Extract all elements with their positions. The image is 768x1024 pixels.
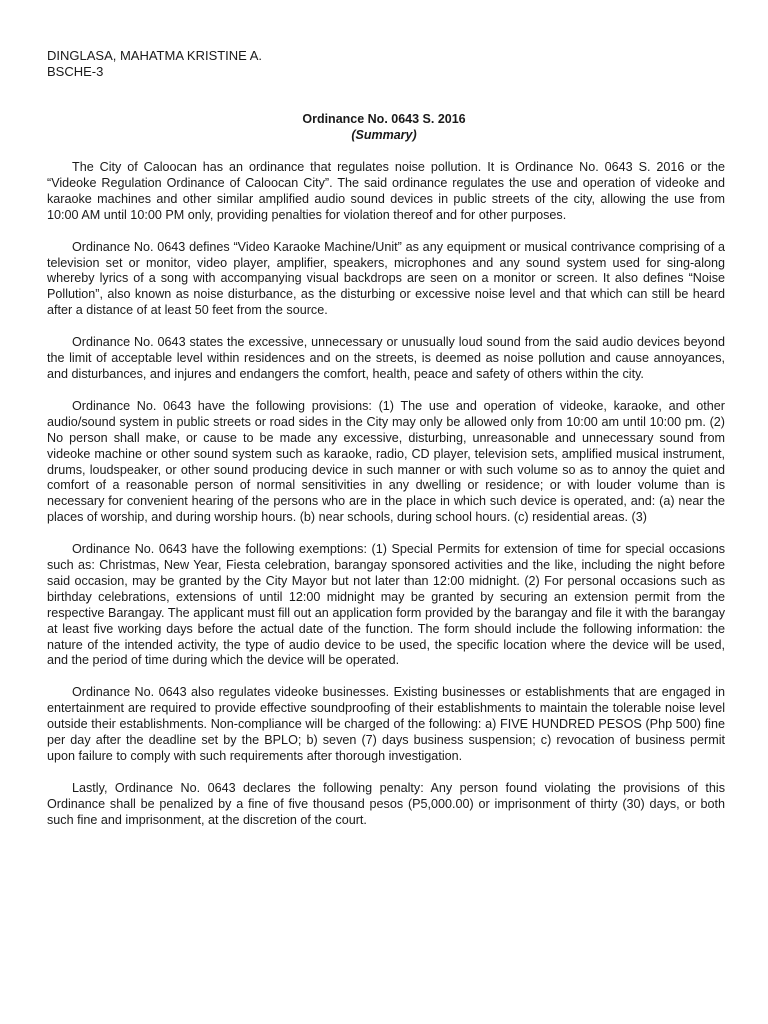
author-name: DINGLASA, MAHATMA KRISTINE A. bbox=[47, 48, 263, 63]
paragraph-intro: The City of Caloocan has an ordinance that regulates noise pollution. It is Ordinance No. 0643 S. 2016 or the “Videoke Regulation Ordinance of Caloocan City”. The said ordinance regulates the use and operation of videoke and karaoke machines and other similar amplified audio sound devices in public streets of the city, allowing the use from 10:00 AM until 10:00 PM only, providing penalties for violation thereof and for other purposes. bbox=[47, 160, 725, 222]
paragraph-provisions: Ordinance No. 0643 have the following provisions: (1) The use and operation of videoke, karaoke, and other audio/sound system in public streets or road sides in the City may only be allowed only from 10:00 am until 10:00 pm. (2) No person shall make, or cause to be made any excessive, disturbing, unreasonable and unnecessary sound from videoke machine or other sound system such as karaoke, radio, CD player, television sets, amplified musical instrument, drums, loudspeaker, or other sound producing device in such manner or with such volume so as to annoy the quiet and comfort of a reasonable person of normal sensitivities in any dwelling or residence; or with louder volume than is necessary for convenient hearing of the persons who are in the place in which such device is operated, and: (a) near the places of worship, and during worship hours. (b) near schools, during school hours. (c) residential areas. (3) bbox=[47, 398, 725, 525]
document-subtitle: (Summary) bbox=[351, 128, 417, 142]
paragraph-noise-pollution: Ordinance No. 0643 states the excessive, unnecessary or unusually loud sound from the said audio devices beyond the limit of acceptable level within residences and on the streets, is deemed as noise pollution and cause annoyances, and disturbances, and injures and endangers the comfort, health, peace and safety of others within the city. bbox=[47, 335, 725, 381]
paragraph-businesses: Ordinance No. 0643 also regulates videoke businesses. Existing businesses or establishments that are engaged in entertainment are required to provide effective soundproofing of their establishments to maintain the tolerable noise level outside their establishments. Non-compliance will be charged of the following: a) FIVE HUNDRED PESOS (Php 500) fine per day after the deadline set by the BPLO; b) seven (7) days business suspension; c) revocation of business permit upon failure to comply with such requirements after thorough investigation. bbox=[47, 685, 725, 763]
document-title-block bbox=[0, 111, 768, 143]
paragraph-definitions: Ordinance No. 0643 defines “Video Karaoke Machine/Unit” as any equipment or musical contrivance comprising of a television set or monitor, video player, amplifier, speakers, microphones and any sound system used for sing-along whereby lyrics of a song with accompanying visual backdrops are seen on a monitor or screen. It also defines “Noise Pollution”, also known as noise disturbance, as the disturbing or excessive noise level and that which can still be heard after a distance of at least 50 feet from the source. bbox=[47, 239, 725, 318]
paragraph-penalty: Lastly, Ordinance No. 0643 declares the following penalty: Any person found violating the provisions of this Ordinance shall be penalized by a fine of five thousand pesos (P5,000.00) or imprisonment of thirty (30) days, or both such fine and imprisonment, at the discretion of the court. bbox=[47, 780, 725, 827]
document-body bbox=[47, 160, 725, 845]
author-header bbox=[47, 48, 262, 80]
document-title: Ordinance No. 0643 S. 2016 bbox=[302, 112, 466, 126]
author-course: BSCHE-3 bbox=[47, 64, 104, 79]
paragraph-exemptions: Ordinance No. 0643 have the following exemptions: (1) Special Permits for extension of time for special occasions such as: Christmas, New Year, Fiesta celebration, barangay sponsored activities and the like, including the night before said occasion, may be granted by the City Mayor but not later than 12:00 midnight. (2) For personal occasions such as birthday celebrations, extensions of until 12:00 midnight may be granted by securing an extension permit from the respective Barangay. The applicant must fill out an application form provided by the barangay and file it with the barangay at least five working days before the actual date of the function. The form should include the following information: the nature of the intended activity, the type of audio device to be used, the specific location where the device will be used, and the period of time during which the device will be operated. bbox=[47, 542, 725, 668]
